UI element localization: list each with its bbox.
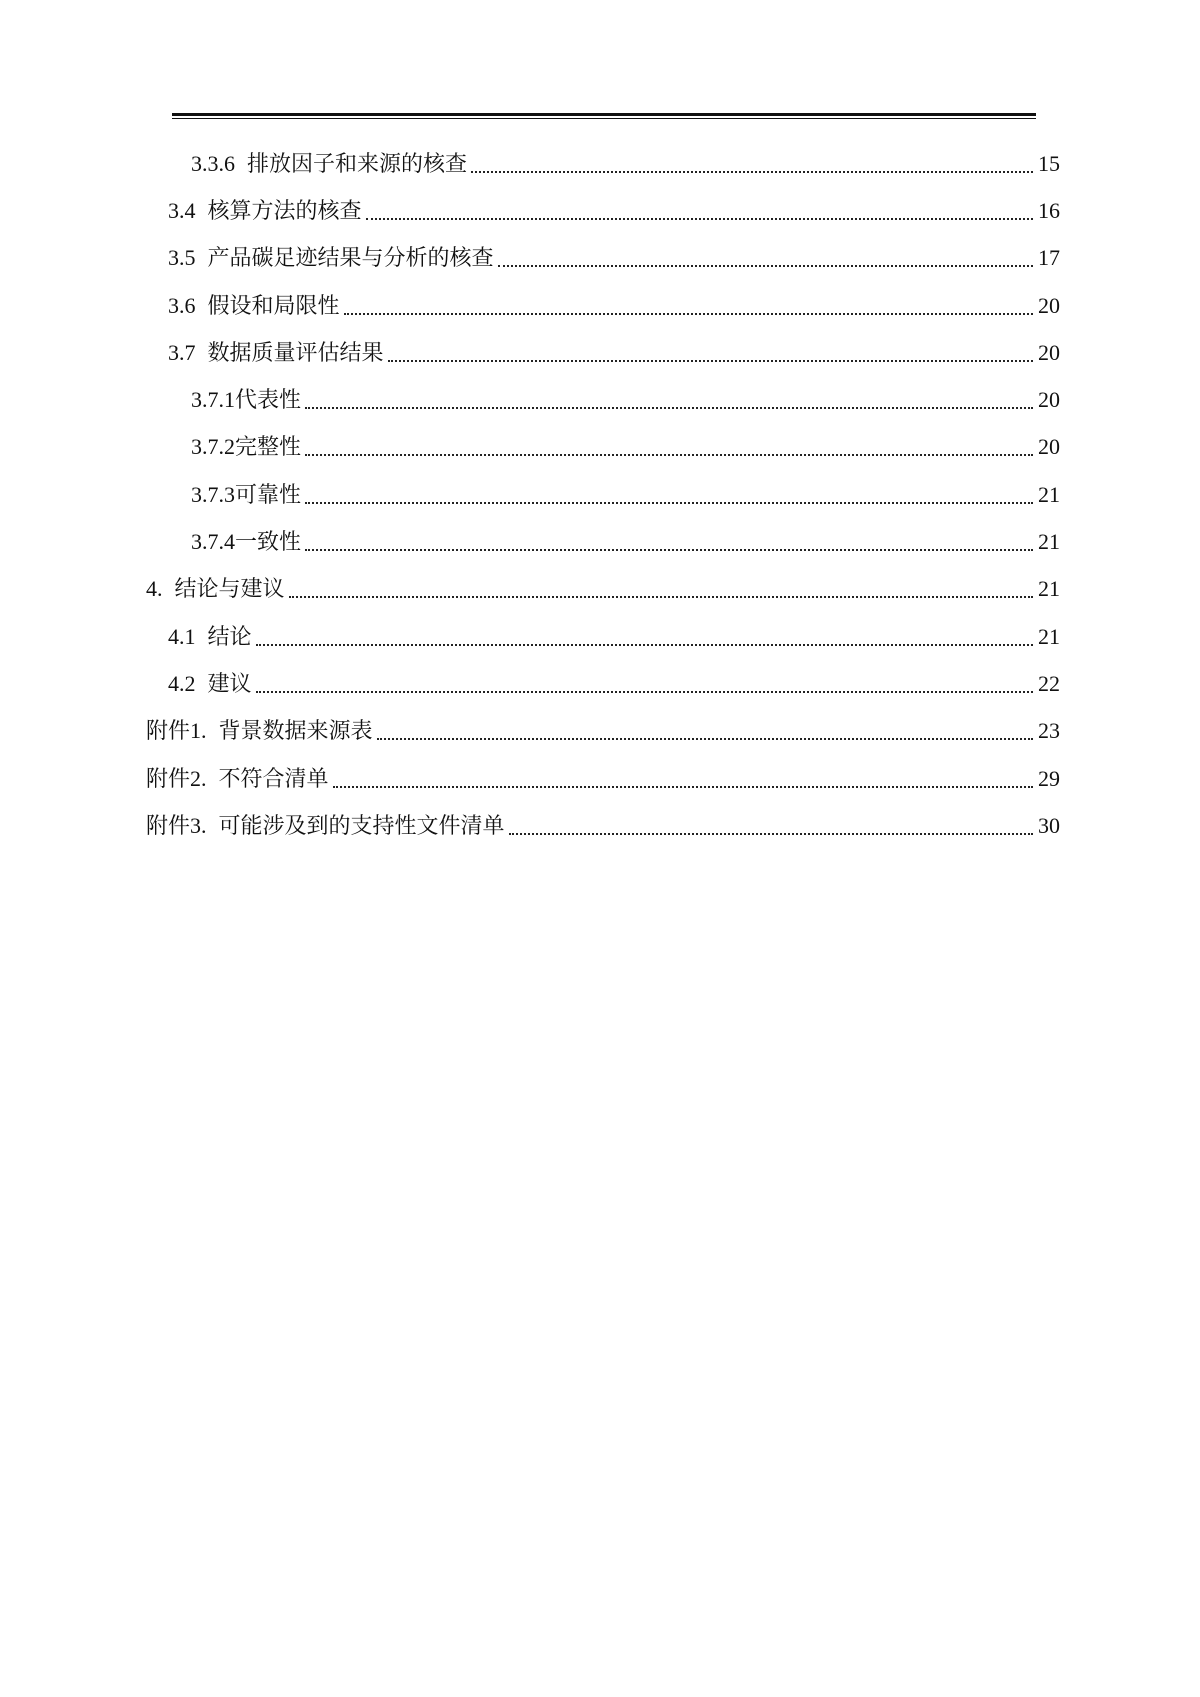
toc-entry-number: 附件2.: [146, 765, 207, 791]
toc-dot-leader: [289, 596, 1033, 598]
toc-entry-number: 4.1: [168, 623, 196, 649]
toc-entry-number: 3.3.6: [191, 150, 235, 176]
toc-entry[interactable]: [146, 802, 1060, 849]
toc-dot-leader: [305, 502, 1033, 504]
toc-entry[interactable]: [146, 755, 1060, 802]
toc-entry-title: 结论: [207, 623, 252, 649]
toc-entry-page: 23: [1038, 718, 1060, 744]
toc-entry[interactable]: [146, 613, 1060, 660]
toc-entry-number: 4.2: [168, 670, 196, 696]
toc-entry-number: 3.7.4: [191, 529, 235, 555]
toc-entry-number: 附件1.: [146, 718, 207, 744]
toc-entry-number: 3.5: [168, 245, 196, 271]
toc-entry[interactable]: [146, 376, 1060, 423]
toc-entry-page: 16: [1038, 197, 1060, 223]
toc-entry-page: 15: [1038, 150, 1060, 176]
toc-entry[interactable]: [146, 235, 1060, 282]
toc-entry[interactable]: [146, 708, 1060, 755]
header-rule-thin: [172, 118, 1036, 119]
toc-dot-leader: [498, 265, 1033, 267]
toc-entry-page: 21: [1038, 481, 1060, 507]
toc-dot-leader: [305, 549, 1033, 551]
toc-entry[interactable]: [146, 140, 1060, 187]
toc-entry-number: 3.7.1: [191, 387, 235, 413]
toc-entry-title: 背景数据来源表: [218, 718, 373, 744]
toc-dot-leader: [256, 691, 1033, 693]
toc-entry-title: 假设和局限性: [207, 292, 340, 318]
toc-entry-title: 可靠性: [235, 481, 302, 507]
toc-entry-title: 核算方法的核查: [207, 197, 362, 223]
toc-entry-page: 17: [1038, 245, 1060, 271]
toc-dot-leader: [305, 454, 1033, 456]
toc-entry-title: 结论与建议: [174, 576, 285, 602]
toc-entry-title: 不符合清单: [218, 765, 329, 791]
toc-entry-number: 3.6: [168, 292, 196, 318]
toc-entry-page: 21: [1038, 623, 1060, 649]
toc-entry-number: 3.4: [168, 197, 196, 223]
toc-entry-page: 20: [1038, 387, 1060, 413]
toc-entry-page: 21: [1038, 529, 1060, 555]
toc-entry-page: 30: [1038, 812, 1060, 838]
toc-dot-leader: [471, 171, 1033, 173]
toc-entry[interactable]: [146, 471, 1060, 518]
toc-entry-title: 排放因子和来源的核查: [247, 150, 468, 176]
toc-entry-title: 建议: [207, 670, 252, 696]
toc-dot-leader: [305, 407, 1033, 409]
toc-entry[interactable]: [146, 518, 1060, 565]
toc-dot-leader: [377, 738, 1033, 740]
toc-entry-page: 21: [1038, 576, 1060, 602]
toc-entry[interactable]: [146, 187, 1060, 234]
toc-entry-page: 20: [1038, 292, 1060, 318]
toc-entry-title: 完整性: [235, 434, 302, 460]
toc-entry-page: 29: [1038, 765, 1060, 791]
table-of-contents: [146, 140, 1060, 849]
toc-entry-number: 3.7.3: [191, 481, 235, 507]
toc-entry-number: 4.: [146, 576, 163, 602]
toc-dot-leader: [344, 313, 1033, 315]
header-rule-thick: [172, 113, 1036, 116]
toc-entry-title: 产品碳足迹结果与分析的核查: [207, 245, 494, 271]
toc-dot-leader: [388, 360, 1033, 362]
toc-entry-page: 20: [1038, 339, 1060, 365]
toc-dot-leader: [333, 786, 1033, 788]
header-rule: [172, 113, 1036, 120]
toc-entry[interactable]: [146, 424, 1060, 471]
toc-dot-leader: [366, 218, 1033, 220]
toc-entry[interactable]: [146, 329, 1060, 376]
toc-entry[interactable]: [146, 282, 1060, 329]
toc-dot-leader: [256, 644, 1033, 646]
toc-entry-title: 数据质量评估结果: [207, 339, 384, 365]
toc-entry-title: 可能涉及到的支持性文件清单: [218, 812, 505, 838]
toc-entry-number: 3.7.2: [191, 434, 235, 460]
toc-entry-number: 附件3.: [146, 812, 207, 838]
toc-entry[interactable]: [146, 660, 1060, 707]
toc-entry[interactable]: [146, 566, 1060, 613]
toc-entry-number: 3.7: [168, 339, 196, 365]
toc-entry-title: 代表性: [235, 387, 302, 413]
toc-entry-title: 一致性: [235, 529, 302, 555]
toc-entry-page: 20: [1038, 434, 1060, 460]
toc-dot-leader: [509, 833, 1033, 835]
toc-entry-page: 22: [1038, 670, 1060, 696]
